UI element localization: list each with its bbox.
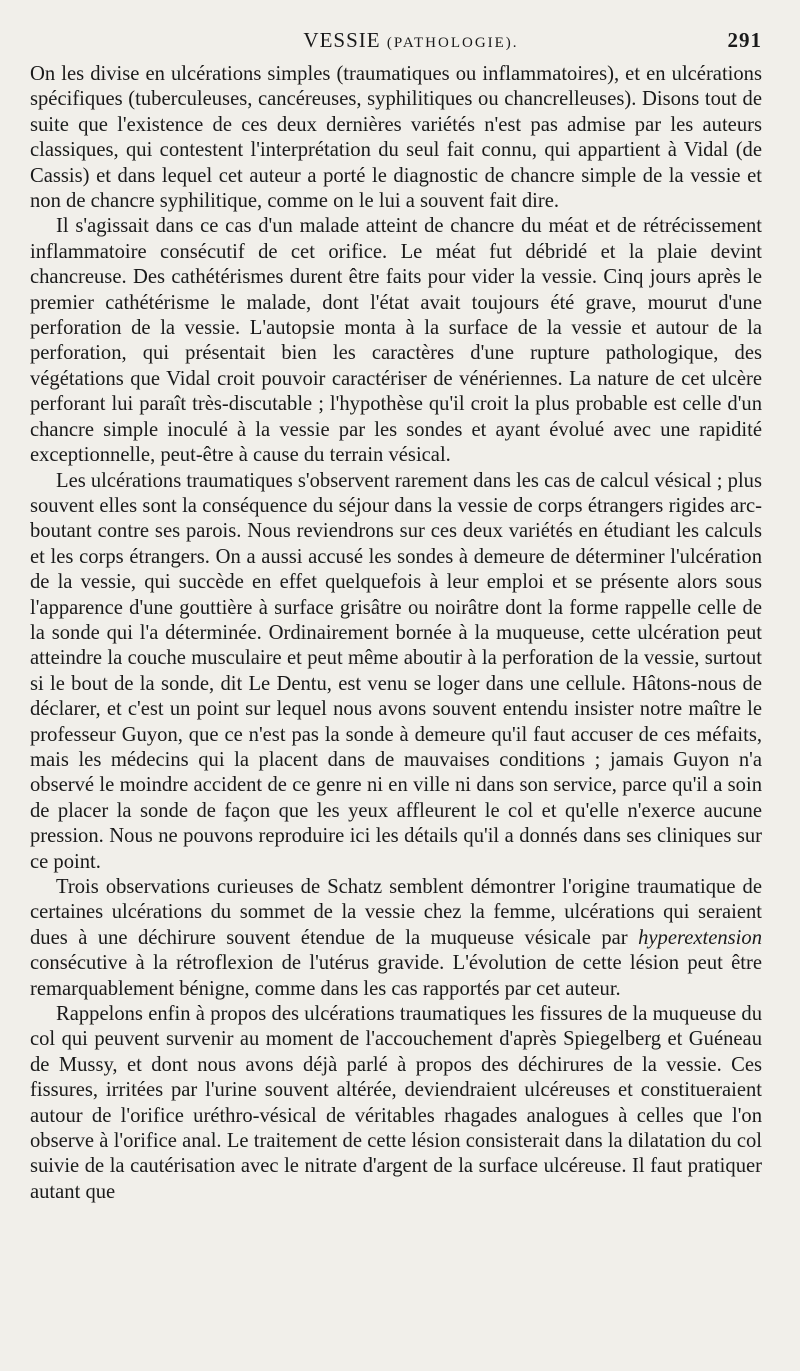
paragraph-text-before: Trois observations curieuses de Schatz semblent démontrer l'origine traumatique de certaines ulcérations du sommet de la vessie chez la femme, ulcérations qui seraient dues à une déchirure souvent étendue de la muqueuse vésicale par [30, 876, 762, 949]
paragraph-ulcerations-classification: On les divise en ulcérations simples (traumatiques ou inflammatoires), et en ulcérations spécifiques (tuberculeuses, cancéreuses, syphilitiques ou chancrelleuses). Disons tout de suite que l'existence de ces deux dernières variétés n'est pas admise par les auteurs classiques, qui contestent l'interprétation du seul fait connu, qui appartient à Vidal (de Cassis) et dans lequel cet auteur a porté le diagnostic de chancre simple de la vessie et non de chancre syphilitique, comme on le lui a souvent fait dire. [30, 63, 762, 213]
body-text [30, 62, 762, 1205]
paragraph-text-after: consécutive à la rétroflexion de l'utérus gravide. L'évolution de cette lésion peut être remarquablement bénigne, comme dans les cas rapportés par cet auteur. [30, 952, 762, 1000]
running-title [303, 28, 518, 53]
running-header [30, 28, 762, 62]
paragraph-schatz-observations [30, 875, 762, 1002]
paragraph-vidal-case: Il s'agissait dans ce cas d'un malade atteint de chancre du méat et de rétrécissement inflammatoire consécutif de cet orifice. Le méat fut débridé et la plaie devint chancreuse. Des cathétérismes durent être faits pour vider la vessie. Cinq jours après le premier cathétérisme le malade, dont l'état avait toujours été grave, mourut d'une perforation de la vessie. L'autopsie monta à la surface de la vessie et autour de la perforation, qui présentait bien les caractères d'une rupture pathologique, des végétations que Vidal croit pouvoir caractériser de vénériennes. La nature de cet ulcère perforant lui paraît très-discutable ; l'hypothèse qu'il croit la plus probable est celle d'un chancre simple inoculé à la vessie par les sondes et ayant évolué avec une rapidité exceptionnelle, peut-être à cause du terrain vésical. [30, 215, 762, 467]
page-number: 291 [727, 28, 762, 52]
italic-term: hyperextension [638, 926, 762, 949]
running-title-main: VESSIE [303, 28, 381, 52]
paragraph-traumatic-ulcerations: Les ulcérations traumatiques s'observent rarement dans les cas de calcul vésical ; plus souvent elles sont la conséquence du séjour dans la vessie de corps étrangers rigides arc-boutant contre ses parois. Nous reviendrons sur ces deux variétés en étudiant les calculs et les corps étrangers. On a aussi accusé les sondes à demeure de déterminer l'ulcération de la vessie, qui succède en effet quelquefois à leur emploi et se présente alors sous l'apparence d'une gouttière à surface grisâtre ou noirâtre dont la forme rappelle celle de la sonde qui l'a déterminée. Ordinairement bornée à la muqueuse, cette ulcération peut atteindre la couche musculaire et peut même aboutir à la perforation de la vessie, surtout si le bout de la sonde, dit Le Dentu, est venu se loger dans une cellule. Hâtons-nous de déclarer, et c'est un point sur lequel nous avons souvent entendu insister notre maître le professeur Guyon, que ce n'est pas la sonde à demeure qu'il faut accuser de ces méfaits, mais les médecins qui la placent dans de mauvaises conditions ; jamais Guyon n'a observé le moindre accident de ce genre ni en ville ni dans son service, parce qu'il a soin de placer la sonde de façon que les yeux affleurent le col et qu'elle n'exerce aucune pression. Nous ne pouvons reproduire ici les détails qu'il a donnés dans ses cliniques sur ce point. [30, 469, 762, 873]
paragraph-col-fissures: Rappelons enfin à propos des ulcérations traumatiques les fissures de la muqueuse du col qui peuvent survenir au moment de l'accouchement d'après Spiegelberg et Guéneau de Mussy, et dont nous avons déjà parlé à propos des déchirures de la vessie. Ces fissures, irritées par l'urine souvent altérée, deviendraient ulcéreuses et constitueraient autour de l'orifice uréthro-vésical de véritables rhagades analogues à celles que l'on observe à l'orifice anal. Le traitement de cette lésion consisterait dans la dilatation du col suivie de la cautérisation avec le nitrate d'argent de la surface ulcéreuse. Il faut pratiquer autant que [30, 1003, 762, 1203]
running-title-subtitle: (PATHOLOGIE). [386, 35, 519, 51]
